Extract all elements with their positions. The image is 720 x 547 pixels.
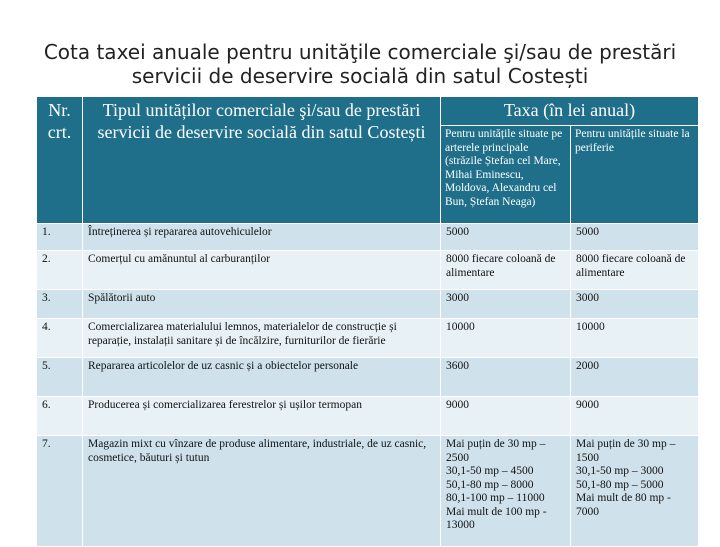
table-row: [37, 251, 699, 290]
row-tax-periphery: 2000: [571, 358, 699, 397]
table-row: [37, 224, 699, 251]
tax-table: [36, 96, 699, 547]
row-tax-periphery: 9000: [571, 397, 699, 436]
row-tax-center: 3600: [441, 358, 571, 397]
row-type: Magazin mixt cu vînzare de produse alimentare, industriale, de uz casnic, cosmetice, băuturi și tutun: [83, 436, 441, 547]
row-number: 3.: [37, 290, 83, 319]
table-header-row: [37, 97, 699, 126]
row-number: 7.: [37, 436, 83, 547]
header-type: Tipul unităților comerciale şi/sau de prestări servicii de deservire socială din satul Costești: [83, 97, 441, 224]
row-tax-periphery: Mai puțin de 30 mp – 1500 30,1-50 mp – 3000 50,1-80 mp – 5000 Mai mult de 80 mp - 7000: [571, 436, 699, 547]
title-line-2: servicii de deservire socială din satul Costești: [131, 64, 589, 88]
row-tax-periphery: 3000: [571, 290, 699, 319]
row-type: Producerea și comercializarea ferestrelor și ușilor termopan: [83, 397, 441, 436]
row-number: 1.: [37, 224, 83, 251]
row-number: 5.: [37, 358, 83, 397]
page-title: [20, 40, 700, 88]
table-body: [37, 224, 699, 547]
header-periphery: Pentru unitățile situate la periferie: [571, 126, 699, 224]
header-nr: Nr. crt.: [37, 97, 83, 224]
table-row: [37, 397, 699, 436]
table-row: [37, 290, 699, 319]
title-line-1: Cota taxei anuale pentru unităţile comerciale şi/sau de prestări: [43, 40, 677, 64]
row-tax-center: 8000 fiecare coloană de alimentare: [441, 251, 571, 290]
row-type: Repararea articolelor de uz casnic și a obiectelor personale: [83, 358, 441, 397]
row-number: 4.: [37, 319, 83, 358]
row-tax-center: 5000: [441, 224, 571, 251]
row-tax-center: 3000: [441, 290, 571, 319]
row-number: 6.: [37, 397, 83, 436]
header-center: Pentru unitățile situate pe arterele principale (străzile Ștefan cel Mare, Mihai Eminescu, Moldova, Alexandru cel Bun, Ștefan Neaga): [441, 126, 571, 224]
row-tax-center: 10000: [441, 319, 571, 358]
row-tax-periphery: 5000: [571, 224, 699, 251]
row-type: Comerțul cu amănuntul al carburanților: [83, 251, 441, 290]
row-tax-periphery: 8000 fiecare coloană de alimentare: [571, 251, 699, 290]
table-row: [37, 358, 699, 397]
row-type: Spălătorii auto: [83, 290, 441, 319]
row-tax-center: 9000: [441, 397, 571, 436]
row-type: Comercializarea materialului lemnos, materialelor de construcție și reparație, instalații sanitare și de încălzire, furniturilor de fierărie: [83, 319, 441, 358]
row-type: Întreținerea și repararea autovehiculelor: [83, 224, 441, 251]
table-row: [37, 319, 699, 358]
row-tax-center: Mai puțin de 30 mp – 2500 30,1-50 mp – 4500 50,1-80 mp – 8000 80,1-100 mp – 11000 Mai mult de 100 mp - 13000: [441, 436, 571, 547]
header-tax: Taxa (în lei anual): [441, 97, 699, 126]
row-tax-periphery: 10000: [571, 319, 699, 358]
table-row: [37, 436, 699, 547]
row-number: 2.: [37, 251, 83, 290]
